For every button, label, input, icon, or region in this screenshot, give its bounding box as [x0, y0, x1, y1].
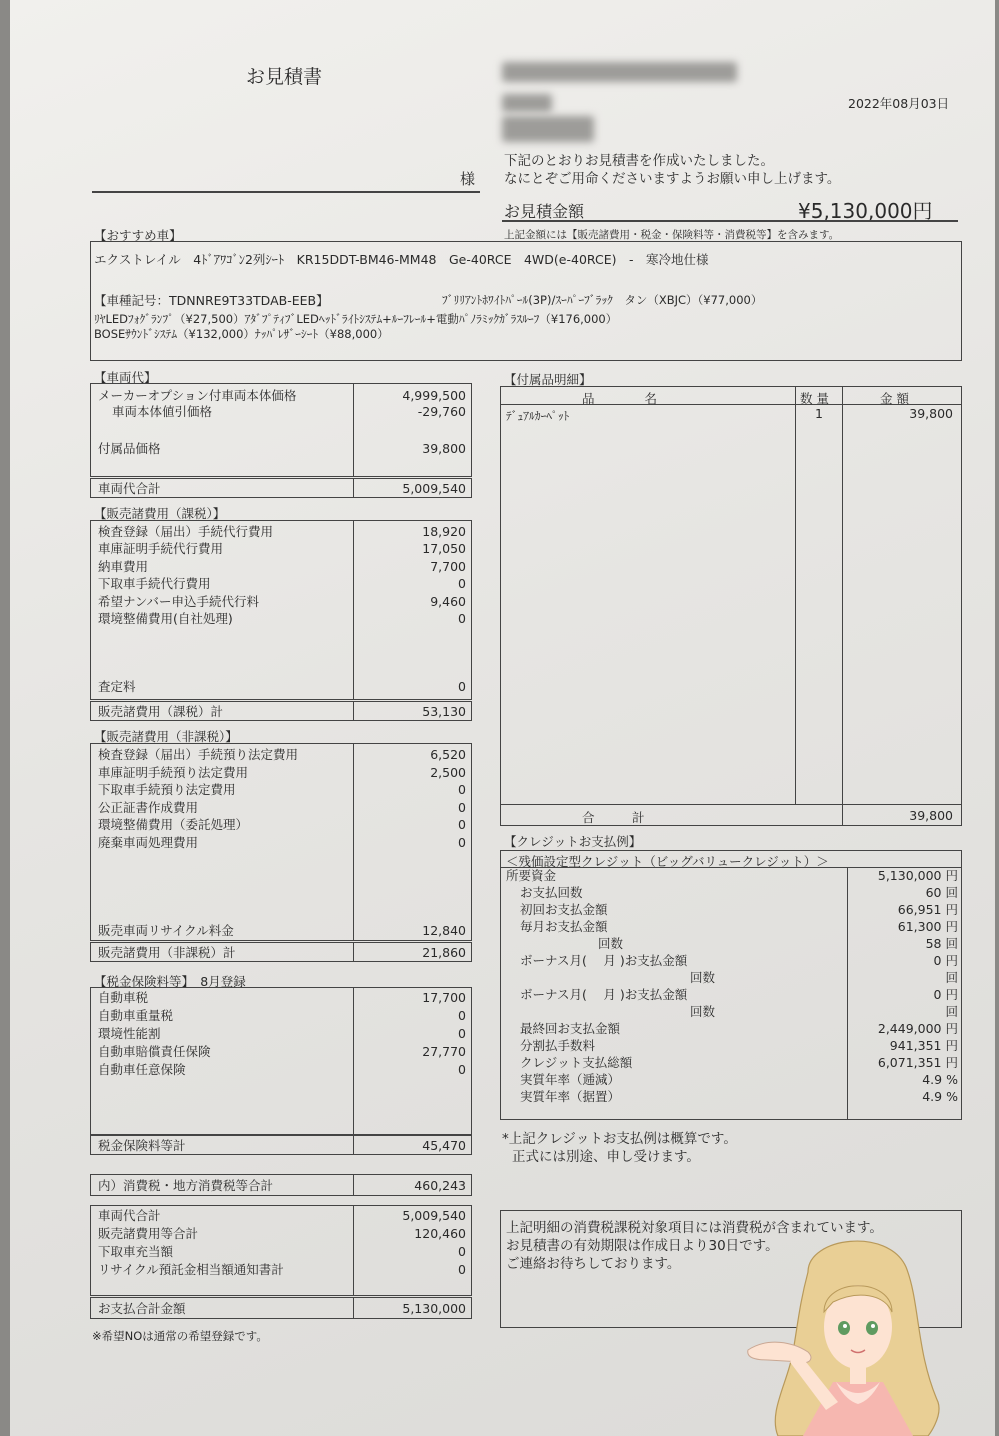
tax-row: 環境性能割 0 — [98, 1026, 466, 1041]
grand-total: お支払合計金額 5,130,000 — [98, 1301, 466, 1316]
accessory-item-name: ﾃﾞｭｱﾙｶｰﾍﾟｯﾄ — [506, 409, 570, 423]
credit-row: ボーナス月( 月 )お支払金額 0 円 — [520, 987, 958, 1002]
credit-row: クレジット支払総額 6,071,351 円 — [520, 1055, 958, 1070]
sales-taxed-row: 車庫証明手続代行費用 17,050 — [98, 541, 466, 556]
sales-taxed-row: 納車費用 7,700 — [98, 559, 466, 574]
amount-value: ¥5,130,000円 — [798, 199, 933, 223]
vehicle-heading: 【車両代】 — [94, 370, 157, 385]
customer-name-line — [92, 191, 480, 193]
accessories-col-name: 品 名 — [582, 391, 658, 406]
credit-row: 初回お支払金額 66,951 円 — [520, 902, 958, 917]
sales-nontaxed-row: 廃棄車両処理費用 0 — [98, 835, 466, 850]
amount-underline — [502, 220, 958, 222]
dealer-name-redacted — [502, 62, 737, 82]
credit-row: お支払回数 60 回 — [520, 885, 958, 900]
notice-line-1: 上記明細の消費税課税対象項目には消費税が含まれています。 — [506, 1220, 883, 1236]
sales-taxed-row: 希望ナンバー申込手続代行料 9,460 — [98, 594, 466, 609]
sales-nontaxed-row: 検査登録（届出）手続預り法定費用 6,520 — [98, 747, 466, 762]
recommended-heading: 【おすすめ車】 — [94, 228, 182, 243]
summary-row: 車両代合計 5,009,540 — [98, 1208, 466, 1223]
tax-heading: 【税金保険料等】 8月登録 — [94, 974, 246, 989]
page-title: お見積書 — [246, 66, 323, 88]
credit-row: 実質年率（逓減） 4.9 % — [520, 1072, 958, 1087]
credit-plan: ＜残価設定型クレジット（ビッグバリュークレジット）＞ — [506, 854, 829, 869]
sales-taxed-row: 下取車手続代行費用 0 — [98, 576, 466, 591]
summary-row: 販売諸費用等合計 120,460 — [98, 1226, 466, 1241]
option-line-1: ﾘﾔLEDﾌｫｸﾞﾗﾝﾌﾟ（¥27,500）ｱﾀﾞﾌﾟﾃｨﾌﾞLEDﾍｯﾄﾞﾗｲﾄｼｽﾃﾑ+ﾙｰﾌﾚｰﾙ+電動ﾊﾟﾉﾗﾐｯｸｶﾞﾗｽﾙｰﾌ（¥176,000） — [94, 312, 618, 326]
mascot-illustration — [738, 1232, 970, 1436]
accessories-total-value: 39,800 — [909, 808, 953, 823]
tax-total: 税金保険料等計 45,470 — [98, 1138, 466, 1153]
sales-nontaxed-total: 販売諸費用（非課税）計 21,860 — [98, 945, 466, 960]
accessory-item-qty: 1 — [815, 406, 823, 421]
sales-nontaxed-row: 公正証書作成費用 0 — [98, 800, 466, 815]
notice-line-2: お見積書の有効期限は作成日より30日です。 — [506, 1238, 779, 1254]
credit-row: 分割払手数料 941,351 円 — [520, 1038, 958, 1053]
vehicle-row: 付属品価格 39,800 — [98, 441, 466, 456]
amount-label: お見積金額 — [504, 202, 585, 221]
option-line-2: BOSEｻｳﾝﾄﾞｼｽﾃﾑ（¥132,000）ﾅｯﾊﾟﾚｻﾞｰｼｰﾄ（¥88,000） — [94, 327, 389, 341]
estimate-sheet — [10, 0, 995, 1436]
amount-note: 上記金額には【販売諸費用・税金・保険料等・消費税等】を含みます。 — [504, 229, 840, 241]
accessories-heading: 【付属品明細】 — [504, 372, 592, 387]
notice-line-3: ご連絡お待ちしております。 — [506, 1256, 681, 1272]
vehicle-row: 車両本体値引価格 -29,760 — [112, 404, 466, 419]
credit-note-2: 正式には別途、申し受けます。 — [512, 1149, 700, 1165]
accessories-col-divider-1 — [795, 386, 796, 805]
tax-row: 自動車賠償責任保険 27,770 — [98, 1044, 466, 1059]
greeting-line-2: なにとぞご用命くださいますようお願い申し上げます。 — [504, 171, 841, 187]
model-code: 【車種記号：TDNNRE9T33TDAB-EEB】 — [94, 293, 329, 308]
credit-row: 回数 回 — [690, 1004, 958, 1019]
sales-nontaxed-heading: 【販売諸費用（非課税）】 — [94, 729, 238, 744]
tax-row: 自動車任意保険 0 — [98, 1062, 466, 1077]
credit-row: 回数 回 — [690, 970, 958, 985]
accessories-col-qty: 数 量 — [800, 391, 829, 406]
credit-row: ボーナス月( 月 )お支払金額 0 円 — [520, 953, 958, 968]
summary-row: 下取車充当額 0 — [98, 1244, 466, 1259]
sales-taxed-row: 査定料 0 — [98, 679, 466, 694]
tax-row: 自動車重量税 0 — [98, 1008, 466, 1023]
accessories-col-amount: 金 額 — [880, 391, 909, 406]
credit-heading: 【クレジットお支払例】 — [504, 834, 642, 849]
vehicle-total: 車両代合計 5,009,540 — [98, 481, 466, 496]
model-line: エクストレイル 4ﾄﾞｱﾜｺﾞﾝ2列ｼｰﾄ KR15DDT-BM46-MM48 Ge-40RCE 4WD(e-40RCE) - 寒冷地仕様 — [94, 252, 709, 267]
summary-row: リサイクル預託金相当額通知書計 0 — [98, 1262, 466, 1277]
credit-row: 実質年率（据置） 4.9 % — [520, 1089, 958, 1104]
vehicle-row: メーカーオプション付車両本体価格 4,999,500 — [98, 388, 466, 403]
sales-nontaxed-row: 下取車手続預り法定費用 0 — [98, 782, 466, 797]
accessory-item-amount: 39,800 — [909, 406, 953, 421]
credit-row: 回数 58 回 — [598, 936, 958, 951]
accessories-box — [500, 386, 962, 826]
sales-taxed-heading: 【販売諸費用（課税）】 — [94, 506, 226, 521]
sales-taxed-row: 環境整備費用(自社処理) 0 — [98, 611, 466, 626]
body-color: ﾌﾞﾘﾘｱﾝﾄﾎﾜｲﾄﾊﾟｰﾙ(3P)/ｽｰﾊﾟｰﾌﾞﾗｯｸ タン（XBJC）（¥77,000） — [442, 293, 763, 307]
credit-row: 毎月お支払金額 61,300 円 — [520, 919, 958, 934]
accessories-total-label: 合 計 — [582, 810, 645, 825]
credit-row: 最終回お支払金額 2,449,000 円 — [520, 1021, 958, 1036]
consumption-row: 内）消費税・地方消費税等合計 460,243 — [98, 1178, 466, 1193]
sales-taxed-row: 検査登録（届出）手続代行費用 18,920 — [98, 524, 466, 539]
tax-row: 自動車税 17,700 — [98, 990, 466, 1005]
credit-note-1: *上記クレジットお支払例は概算です。 — [502, 1131, 737, 1147]
sales-taxed-total: 販売諸費用（課税）計 53,130 — [98, 704, 466, 719]
footnote: ※希望NOは通常の希望登録です。 — [92, 1329, 268, 1343]
accessories-total-line — [500, 804, 962, 805]
greeting-line-1: 下記のとおりお見積書を作成いたしました。 — [504, 153, 774, 169]
accessories-col-divider-2 — [842, 386, 843, 826]
issue-date: 2022年08月03日 — [848, 96, 950, 111]
customer-honorific: 様 — [460, 170, 476, 188]
dealer-contact-redacted — [502, 116, 594, 142]
credit-row: 所要資金 5,130,000 円 — [506, 868, 958, 883]
sales-nontaxed-row: 車庫証明手続預り法定費用 2,500 — [98, 765, 466, 780]
dealer-address-redacted — [502, 94, 552, 112]
sales-nontaxed-row: 販売車両リサイクル料金 12,840 — [98, 923, 466, 938]
sales-nontaxed-row: 環境整備費用（委託処理） 0 — [98, 817, 466, 832]
